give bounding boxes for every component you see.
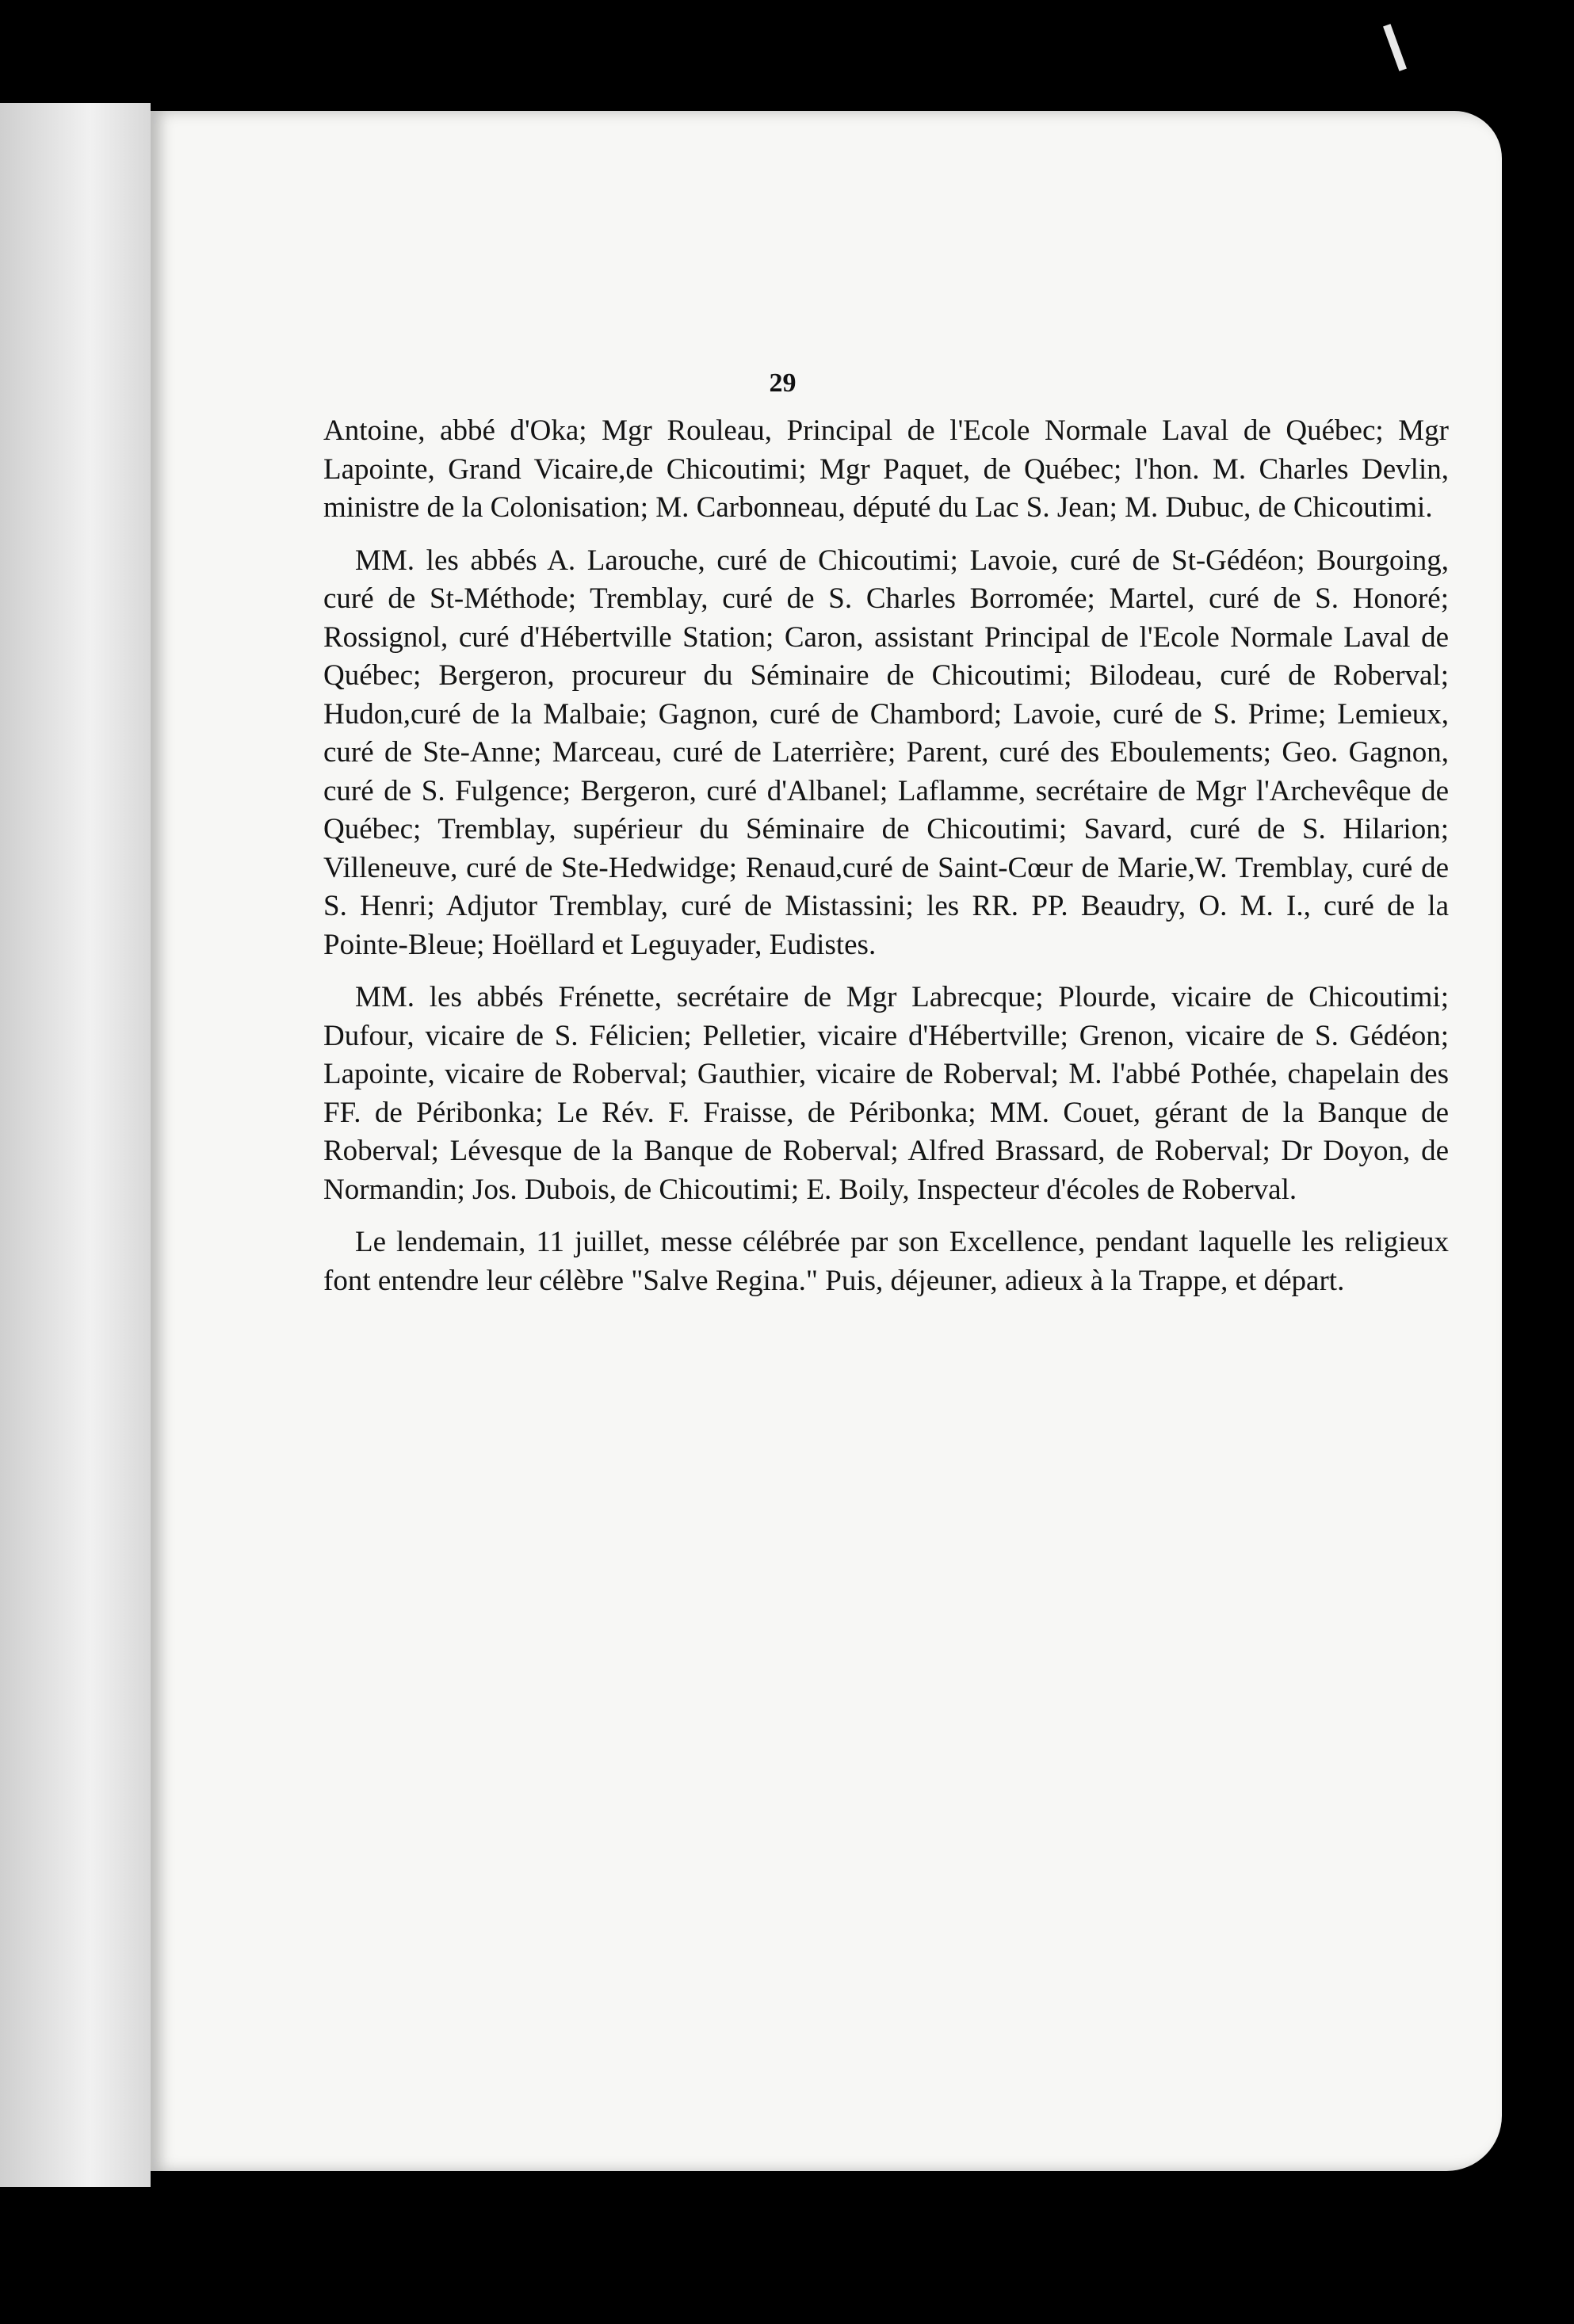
- page-number: 29: [769, 368, 797, 398]
- body-text: [323, 412, 1449, 1315]
- paragraph-guests: Antoine, abbé d'Oka; Mgr Rouleau, Principal de l'Ecole Normale Laval de Québec; Mgr Lapointe, Grand Vicaire,de Chicoutimi; Mgr Paquet, de Québec; l'hon. M. Charles Devlin, ministre de la Colonisation; M. Carbonneau, député du Lac S. Jean; M. Dubuc, de Chicoutimi.: [323, 414, 1449, 524]
- paragraph-cures: MM. les abbés A. Larouche, curé de Chicoutimi; Lavoie, curé de St-Gédéon; Bourgoing, curé de St-Méthode; Tremblay, curé de S. Charles Borromée; Martel, curé de S. Honoré; Rossignol, curé d'Hébertville Station; Caron, assistant Principal de l'Ecole Normale Laval de Québec; Bergeron, procureur du Séminaire de Chicoutimi; Bilodeau, curé de Roberval; Hudon,curé de la Malbaie; Gagnon, curé de Chambord; Lavoie, curé de S. Prime; Lemieux, curé de Ste-Anne; Marceau, curé de Laterrière; Parent, curé des Eboulements; Geo. Gagnon, curé de S. Fulgence; Bergeron, curé d'Albanel; Laflamme, secrétaire de Mgr l'Archevêque de Québec; Tremblay, supérieur du Séminaire de Chicoutimi; Savard, curé de S. Hilarion; Villeneuve, curé de Ste-Hedwidge; Renaud,curé de Saint-Cœur de Marie,W. Tremblay, curé de S. Henri; Adjutor Tremblay, curé de Mistassini; les RR. PP. Beaudry, O. M. I., curé de la Pointe-Bleue; Hoëllard et Leguyader, Eudistes.: [323, 544, 1449, 961]
- scan-artifact: [1383, 24, 1407, 71]
- paragraph-vicaires: MM. les abbés Frénette, secrétaire de Mgr Labrecque; Plourde, vicaire de Chicoutimi; Dufour, vicaire de S. Félicien; Pelletier, vicaire d'Hébertville; Grenon, vicaire de S. Gédéon; Lapointe, vicaire de Roberval; Gauthier, vicaire de Roberval; M. l'abbé Pothée, chapelain des FF. de Péribonka; Le Rév. F. Fraisse, de Péribonka; MM. Couet, gérant de la Banque de Roberval; Lévesque de la Banque de Roberval; Alfred Brassard, de Roberval; Dr Doyon, de Normandin; Jos. Dubois, de Chicoutimi; E. Boily, Inspecteur d'écoles de Roberval.: [323, 981, 1449, 1206]
- page-sheet: [151, 111, 1502, 2171]
- facing-page-edge: [0, 103, 151, 2187]
- paragraph-lendemain: Le lendemain, 11 juillet, messe célébrée par son Excellence, pendant laquelle les religieux font entendre leur célèbre "Salve Regina." Puis, déjeuner, adieux à la Trappe, et départ.: [323, 1226, 1449, 1297]
